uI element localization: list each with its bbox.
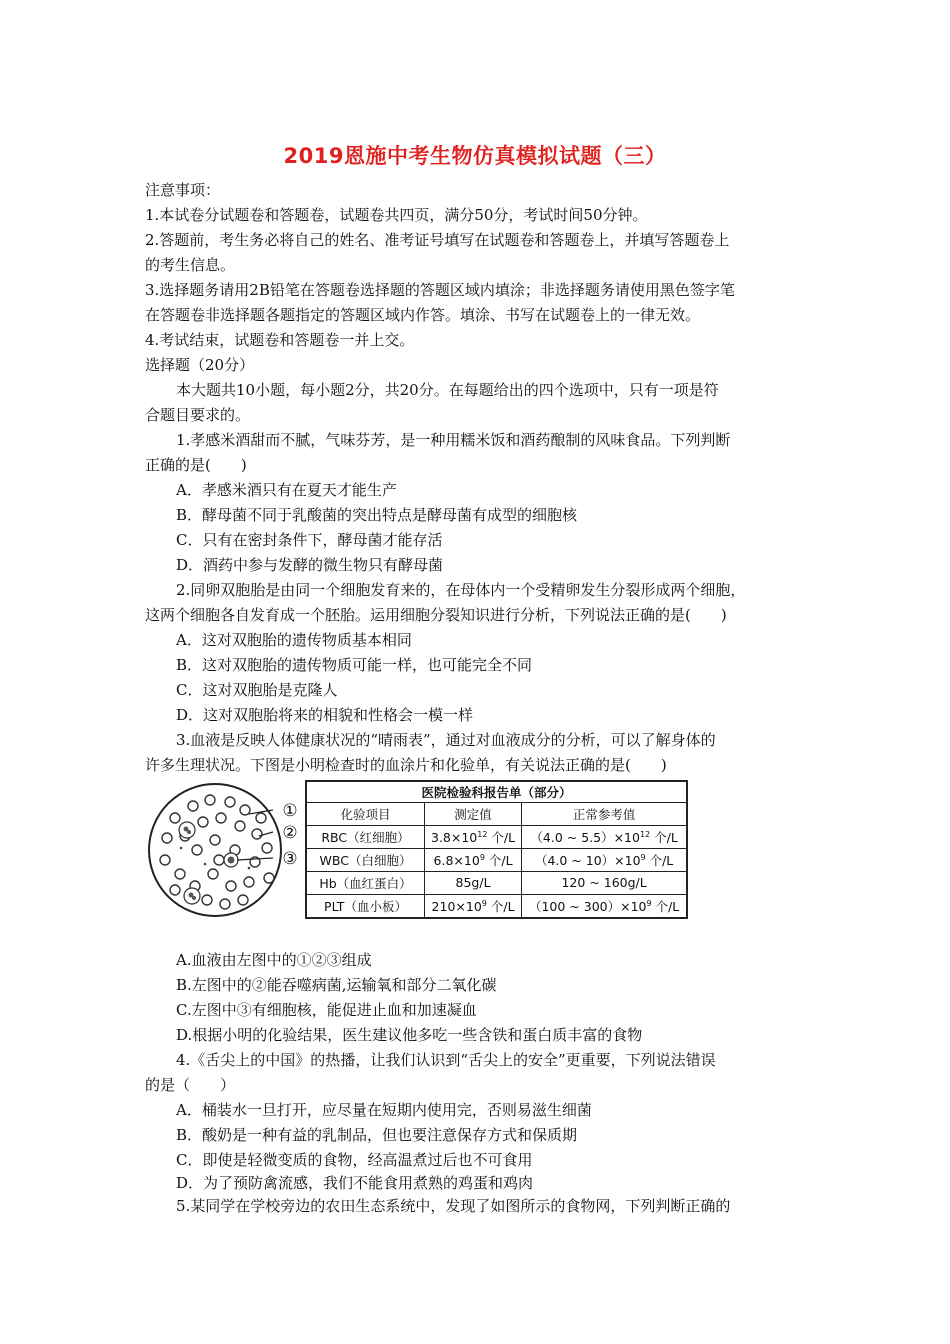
- report-reference: （4.0 ~ $10)\times 10^9$ 个/L: [522, 849, 688, 872]
- report-value: $3.8\times 10^{12}$ 个/L: [425, 826, 522, 849]
- table-row: [306, 849, 687, 872]
- q1-stem-cont: 正确的是( ): [145, 456, 247, 474]
- q1-option-c: C．只有在密封条件下，酵母菌才能存活: [176, 531, 443, 549]
- q1-stem: 1.孝感米酒甜而不腻，气味芬芳，是一种用糯米饭和酒药酿制的风味食品。下列判断: [176, 431, 731, 449]
- section-heading: 选择题（20分）: [145, 356, 255, 374]
- report-header: 测定值: [425, 803, 522, 826]
- report-header: 正常参考值: [522, 803, 688, 826]
- q3-option-d: D.根据小明的化验结果，医生建议他多吃一些含铁和蛋白质丰富的食物: [176, 1026, 643, 1044]
- label-3: ③: [282, 849, 298, 869]
- report-caption: 医院检验科报告单（部分）: [306, 781, 687, 803]
- q3-option-b: B.左图中的②能吞噬病菌,运输氧和部分二氧化碳: [176, 976, 497, 994]
- q2-stem-cont: 这两个细胞各自发育成一个胚胎。运用细胞分裂知识进行分析，下列说法正确的是( ): [145, 606, 727, 624]
- q2-option-c: C．这对双胞胎是克隆人: [176, 681, 338, 699]
- q4-option-c: C．即使是轻微变质的食物，经高温煮过后也不可食用: [176, 1151, 533, 1169]
- report-item: WBC（白细胞）: [306, 849, 425, 872]
- q4-stem-cont: 的是（ ）: [145, 1076, 236, 1094]
- q3-stem-cont: 许多生理状况。下图是小明检查时的血涂片和化验单，有关说法正确的是( ): [145, 756, 667, 774]
- notice-item: 1.本试卷分试题卷和答题卷，试题卷共四页，满分50分，考试时间50分钟。: [145, 206, 648, 224]
- q2-option-d: D．这对双胞胎将来的相貌和性格会一模一样: [176, 706, 474, 724]
- notice-item: 4.考试结束，试题卷和答题卷一并上交。: [145, 331, 415, 349]
- label-2: ②: [282, 823, 298, 843]
- table-row: [306, 895, 687, 919]
- report-item: RBC（红细胞）: [306, 826, 425, 849]
- report-value: $210\times 10^9$ 个/L: [425, 895, 522, 919]
- page-title: 2019恩施中考生物仿真模拟试题（三）: [283, 144, 667, 168]
- lab-report-table: [305, 780, 688, 919]
- q3-option-a: A.血液由左图中的①②③组成: [176, 951, 372, 969]
- q2-stem: 2.同卵双胞胎是由同一个细胞发育来的，在母体内一个受精卵发生分裂形成两个细胞，: [176, 581, 746, 599]
- q3-figure: [145, 778, 705, 923]
- report-value: 85g/L: [425, 872, 522, 895]
- report-reference: （100 ~ $300)\times 10^9$ 个/L: [522, 895, 688, 919]
- report-reference: （4.0 ~ $5.5)\times 10^{12}$ 个/L: [522, 826, 688, 849]
- q2-option-a: A．这对双胞胎的遗传物质基本相同: [176, 631, 412, 649]
- report-reference: 120 ~ 160g/L: [522, 872, 688, 895]
- notice-item: 3.选择题务请用2B铅笔在答题卷选择题的答题区域内填涂；非选择题务请使用黑色签字笔: [145, 281, 735, 299]
- label-1: ①: [282, 801, 298, 821]
- q1-option-b: B．酵母菌不同于乳酸菌的突出特点是酵母菌有成型的细胞核: [176, 506, 578, 524]
- notice-item: 在答题卷非选择题各题指定的答题区域内作答。填涂、书写在试题卷上的一律无效。: [145, 306, 701, 324]
- notice-item: 的考生信息。: [145, 256, 236, 274]
- blood-smear-diagram: [145, 778, 310, 923]
- section-intro-cont: 合题目要求的。: [145, 406, 251, 424]
- q4-option-a: A．桶装水一旦打开，应尽量在短期内使用完，否则易滋生细菌: [176, 1101, 592, 1119]
- q4-option-d: D．为了预防禽流感，我们不能食用煮熟的鸡蛋和鸡肉: [176, 1174, 534, 1192]
- table-row: [306, 826, 687, 849]
- q4-stem: 4.《舌尖上的中国》的热播，让我们认识到“舌尖上的安全”更重要，下列说法错误: [176, 1051, 716, 1069]
- table-row: [306, 872, 687, 895]
- notice-heading: 注意事项：: [145, 181, 221, 199]
- q4-option-b: B．酸奶是一种有益的乳制品，但也要注意保存方式和保质期: [176, 1126, 578, 1144]
- q5-stem: 5.某同学在学校旁边的农田生态系统中，发现了如图所示的食物网，下列判断正确的: [176, 1197, 731, 1215]
- report-value: $6.8\times 10^9$ 个/L: [425, 849, 522, 872]
- report-header: 化验项目: [306, 803, 425, 826]
- q3-stem: 3.血液是反映人体健康状况的“晴雨表”，通过对血液成分的分析，可以了解身体的: [176, 731, 716, 749]
- q3-option-c: C.左图中③有细胞核，能促进止血和加速凝血: [176, 1001, 477, 1019]
- q1-option-d: D．酒药中参与发酵的微生物只有酵母菌: [176, 556, 444, 574]
- section-intro: 本大题共10小题，每小题2分，共20分。在每题给出的四个选项中，只有一项是符: [176, 381, 719, 399]
- q1-option-a: A．孝感米酒只有在夏天才能生产: [176, 481, 397, 499]
- notice-item: 2.答题前，考生务必将自己的姓名、准考证号填写在试题卷和答题卷上，并填写答题卷上: [145, 231, 730, 249]
- report-item: PLT（血小板）: [306, 895, 425, 919]
- q2-option-b: B．这对双胞胎的遗传物质可能一样，也可能完全不同: [176, 656, 533, 674]
- report-item: Hb（血红蛋白）: [306, 872, 425, 895]
